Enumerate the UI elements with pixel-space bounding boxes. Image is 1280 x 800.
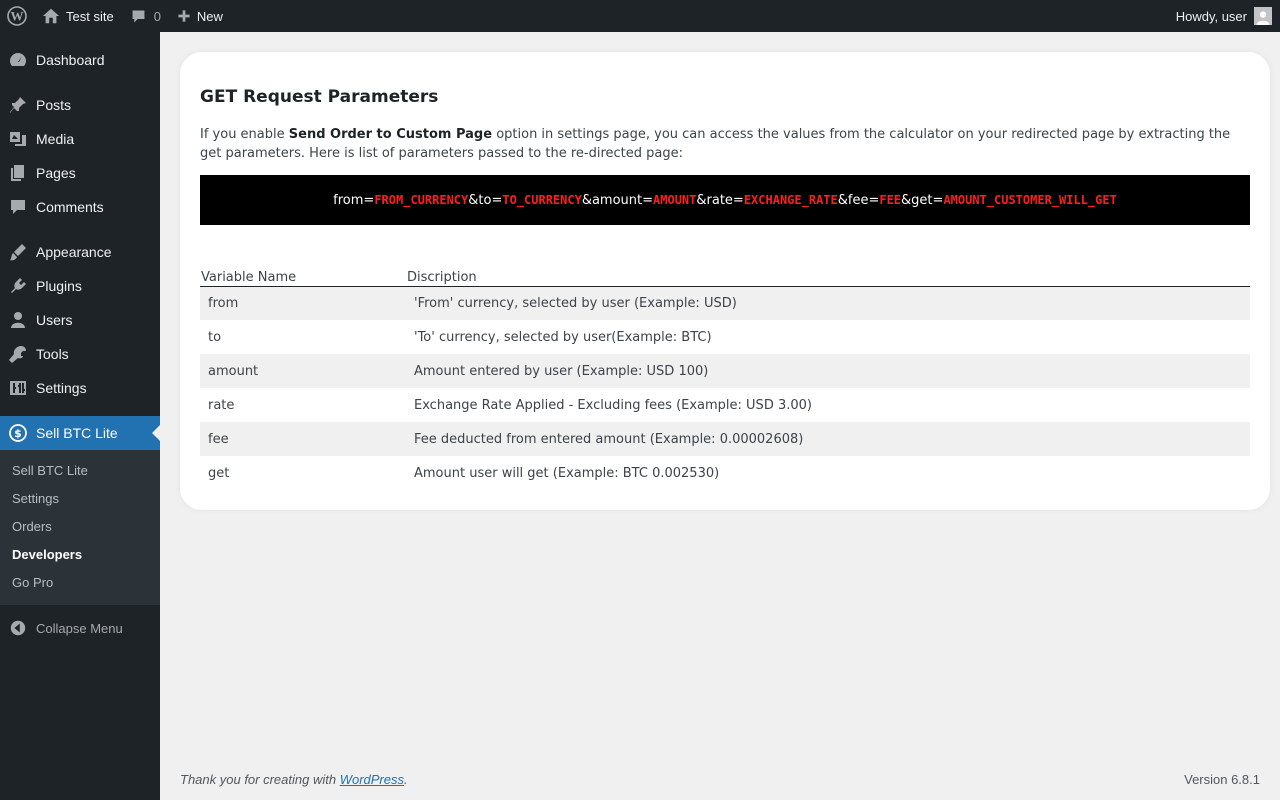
parameters-table xyxy=(200,264,1250,490)
description-cell: Fee deducted from entered amount (Example: 0.00002608) xyxy=(406,422,1250,456)
collapse-arrow-icon xyxy=(9,619,27,637)
menu-item-posts[interactable] xyxy=(0,88,160,122)
user-avatar-icon xyxy=(1255,9,1271,25)
table-row xyxy=(200,422,1250,456)
media-icon xyxy=(8,129,28,149)
plugin-icon xyxy=(8,276,28,296)
my-account-link[interactable] xyxy=(1168,0,1280,32)
admin-footer xyxy=(180,772,1260,787)
menu-label-appearance: Appearance xyxy=(36,244,112,260)
howdy-label: Howdy, user xyxy=(1175,8,1247,24)
column-header-description: Discription xyxy=(406,264,1250,286)
description-cell: 'To' currency, selected by user(Example: BTC) xyxy=(414,329,712,345)
submenu-item-orders[interactable]: Orders xyxy=(12,519,52,534)
dollar-circle-icon xyxy=(8,423,28,443)
menu-label-pages: Pages xyxy=(36,165,76,181)
menu-label-dashboard: Dashboard xyxy=(36,52,105,68)
code-var-get: AMOUNT_CUSTOMER_WILL_GET xyxy=(943,193,1117,207)
wordpress-logo-icon[interactable] xyxy=(0,0,34,32)
pushpin-icon xyxy=(8,95,28,115)
avatar xyxy=(1254,7,1272,25)
menu-item-comments[interactable] xyxy=(0,190,160,224)
menu-item-pages[interactable] xyxy=(0,156,160,190)
menu-label-users: Users xyxy=(36,312,73,328)
settings-sliders-icon xyxy=(8,378,28,398)
submenu-item-developers[interactable]: Developers xyxy=(12,547,83,562)
query-string-code-box: from= FROM_CURRENCY &to= TO_CURRENCY &amount= AMOUNT &rate= EXCHANGE_RATE &fee= FEE &get= AMOUNT_CUSTOMER_WILL_GET xyxy=(200,175,1250,225)
comments-count: 0 xyxy=(153,8,161,24)
menu-label-sell-btc-lite: Sell BTC Lite xyxy=(36,425,118,441)
new-label: New xyxy=(196,8,223,24)
menu-label-plugins: Plugins xyxy=(36,278,82,294)
svg-text:W: W xyxy=(10,8,24,24)
menu-label-settings: Settings xyxy=(36,380,87,396)
description-cell: Amount entered by user (Example: USD 100) xyxy=(406,354,1250,388)
menu-item-dashboard[interactable] xyxy=(0,43,160,77)
table-header-row xyxy=(200,264,1250,286)
code-var-to: TO_CURRENCY xyxy=(502,193,582,207)
table-row xyxy=(200,388,1250,422)
code-var-rate: EXCHANGE_RATE xyxy=(743,193,838,207)
page-title: GET Request Parameters xyxy=(200,87,439,107)
intro-text: If you enable Send Order to Custom Page option in settings page, you can access the values from the calculator on your redirected page by extracting the get parameters. Here is list of parameters passed to the re-directed page: xyxy=(200,127,1231,161)
plus-icon xyxy=(177,9,191,23)
svg-text:$: $ xyxy=(14,427,22,440)
code-var-fee: FEE xyxy=(879,193,902,207)
dashboard-gauge-icon xyxy=(8,50,28,70)
variable-name-cell: amount xyxy=(200,354,406,388)
admin-bar xyxy=(0,0,1280,32)
home-icon xyxy=(42,7,60,25)
menu-item-tools[interactable] xyxy=(0,337,160,371)
table-row xyxy=(200,286,1250,320)
column-header-variable-name: Variable Name xyxy=(200,264,406,286)
table-row xyxy=(200,456,1250,490)
description-cell: 'From' currency, selected by user (Example: USD) xyxy=(406,286,1250,320)
menu-item-media[interactable] xyxy=(0,122,160,156)
menu-label-posts: Posts xyxy=(36,97,72,113)
variable-name-cell: to xyxy=(208,329,222,345)
comment-icon xyxy=(130,8,147,25)
code-var-from: FROM_CURRENCY xyxy=(374,193,469,207)
menu-label-comments: Comments xyxy=(36,199,104,215)
description-cell: Amount user will get (Example: BTC 0.002530) xyxy=(414,465,720,481)
new-content-link[interactable] xyxy=(169,0,231,32)
admin-sidebar xyxy=(0,32,160,800)
variable-name-cell: get xyxy=(208,465,230,481)
table-row xyxy=(200,320,1250,354)
wordpress-link[interactable]: WordPress xyxy=(339,772,404,787)
submenu-item-sell-btc-lite[interactable]: Sell BTC Lite xyxy=(12,463,88,478)
sell-btc-submenu xyxy=(0,450,160,605)
submenu-item-settings[interactable]: Settings xyxy=(12,491,59,506)
paintbrush-icon xyxy=(8,242,28,262)
footer-thanks: Thank you for creating with WordPress. xyxy=(180,772,408,787)
menu-item-users[interactable] xyxy=(0,303,160,337)
footer-version: Version 6.8.1 xyxy=(1184,772,1260,787)
table-row xyxy=(200,354,1250,388)
user-icon xyxy=(8,310,28,330)
collapse-menu-label: Collapse Menu xyxy=(36,620,123,636)
comment-bubble-icon xyxy=(8,197,28,217)
get-parameters-card xyxy=(180,52,1270,510)
collapse-menu-button[interactable] xyxy=(0,611,160,645)
menu-item-settings[interactable] xyxy=(0,371,160,405)
option-name: Send Order to Custom Page xyxy=(288,127,493,142)
menu-item-sell-btc-lite[interactable] xyxy=(0,416,160,450)
main-content xyxy=(160,32,1280,800)
menu-item-appearance[interactable] xyxy=(0,235,160,269)
site-name-link[interactable] xyxy=(34,0,122,32)
code-var-amount: AMOUNT xyxy=(653,193,697,207)
menu-item-plugins[interactable] xyxy=(0,269,160,303)
comments-link[interactable] xyxy=(122,0,169,32)
variable-name-cell: from xyxy=(200,286,406,320)
menu-label-media: Media xyxy=(36,131,75,147)
site-name-label: Test site xyxy=(66,8,114,24)
menu-label-tools: Tools xyxy=(36,346,69,362)
variable-name-cell: fee xyxy=(200,422,406,456)
submenu-item-go-pro[interactable]: Go Pro xyxy=(12,575,54,590)
description-cell: Exchange Rate Applied - Excluding fees (Example: USD 3.00) xyxy=(414,397,812,413)
variable-name-cell: rate xyxy=(208,397,235,413)
pages-icon xyxy=(8,163,28,183)
wrench-icon xyxy=(8,344,28,364)
